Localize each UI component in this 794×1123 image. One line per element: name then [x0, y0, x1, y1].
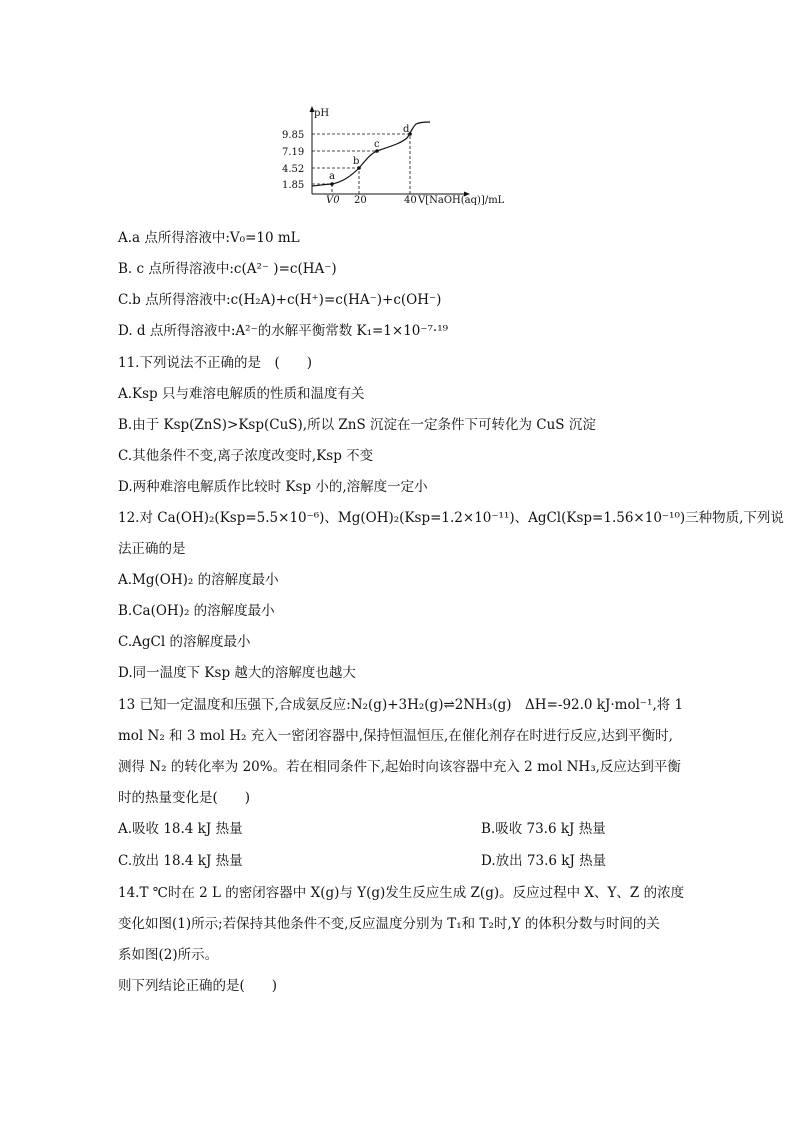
q13-option-d: D.放出 73.6 kJ 热量	[481, 853, 607, 869]
q13-stem-line2: mol N₂ 和 3 mol H₂ 充入一密闭容器中,保持恒温恒压,在催化剂存在时进行反应,达到平衡时,	[118, 728, 673, 744]
point-label-c: c	[374, 139, 380, 150]
q12-stem-line1: 12.对 Ca(OH)₂(Ksp=5.5×10⁻⁶)、Mg(OH)₂(Ksp=1.2×10⁻¹¹)、AgCl(Ksp=1.56×10⁻¹⁰)三种物质,下列说	[118, 510, 784, 526]
q13-option-b: B.吸收 73.6 kJ 热量	[481, 821, 606, 837]
q11-option-d: D.两种难溶电解质作比较时 Ksp 小的,溶解度一定小	[118, 479, 428, 495]
q14-stem-line4: 则下列结论正确的是( )	[118, 978, 278, 994]
y-tick-label: 7.19	[282, 147, 305, 158]
x-tick-label: 20	[354, 195, 367, 206]
q11-option-c: C.其他条件不变,离子浓度改变时,Ksp 不变	[118, 448, 374, 464]
x-axis-label: V[NaOH(aq)]/mL	[418, 195, 505, 206]
q13-stem-line1: 13 已知一定温度和压强下,合成氨反应:N₂(g)+3H₂(g)⇌2NH₃(g) ΔH=-92.0 kJ·mol⁻¹,将 1	[118, 697, 684, 713]
q14-stem-line3: 系如图(2)所示。	[118, 947, 219, 963]
y-tick-label: 9.85	[282, 130, 305, 141]
q12-option-b: B.Ca(OH)₂ 的溶解度最小	[118, 603, 275, 619]
q11-option-b: B.由于 Ksp(ZnS)>Ksp(CuS),所以 ZnS 沉淀在一定条件下可转化为 CuS 沉淀	[118, 417, 596, 433]
q10-option-c: C.b 点所得溶液中:c(H₂A)+c(H⁺)=c(HA⁻)+c(OH⁻)	[118, 292, 442, 308]
guide-line-d	[312, 134, 410, 194]
q12-stem-line2: 法正确的是	[118, 541, 186, 557]
q11-stem: 11.下列说法不正确的是 ( )	[118, 355, 313, 371]
y-tick-label: 1.85	[282, 180, 305, 191]
q13-stem-line4: 时的热量变化是( )	[118, 790, 251, 806]
q12-option-c: C.AgCl 的溶解度最小	[118, 634, 251, 650]
q12-option-a: A.Mg(OH)₂ 的溶解度最小	[118, 572, 279, 588]
q14-stem-line2: 变化如图(1)所示;若保持其他条件不变,反应温度分别为 T₁和 T₂时,Y 的体积分数与时间的关	[118, 916, 660, 932]
point-a	[330, 182, 334, 186]
q11-option-a: A.Ksp 只与难溶电解质的性质和温度有关	[118, 386, 365, 402]
q13-stem-line3: 测得 N₂ 的转化率为 20%。若在相同条件下,起始时向该容器中充入 2 mol NH₃,反应达到平衡	[118, 759, 681, 775]
x-tick-label: 40	[404, 195, 417, 206]
point-label-a: a	[329, 171, 335, 182]
point-label-b: b	[353, 156, 360, 167]
q10-option-d: D. d 点所得溶液中:A²⁻的水解平衡常数 K₁=1×10⁻⁷·¹⁹	[118, 323, 449, 339]
q14-stem-line1: 14.T ℃时在 2 L 的密闭容器中 X(g)与 Y(g)发生反应生成 Z(g)。反应过程中 X、Y、Z 的浓度	[118, 885, 685, 901]
y-tick-label: 4.52	[282, 164, 305, 175]
titration-curve-chart	[270, 100, 530, 212]
q12-option-d: D.同一温度下 Ksp 越大的溶解度也越大	[118, 665, 356, 681]
x-tick-label: V0	[326, 195, 340, 206]
q13-option-a: A.吸收 18.4 kJ 热量	[118, 821, 243, 837]
point-label-d: d	[403, 124, 410, 135]
q13-option-c: C.放出 18.4 kJ 热量	[118, 853, 243, 869]
q10-option-a: A.a 点所得溶液中:V₀=10 mL	[118, 230, 300, 246]
y-axis-label: pH	[314, 108, 330, 119]
guide-line-b	[312, 168, 359, 194]
q10-option-b: B. c 点所得溶液中:c(A²⁻ )=c(HA⁻)	[118, 261, 337, 277]
